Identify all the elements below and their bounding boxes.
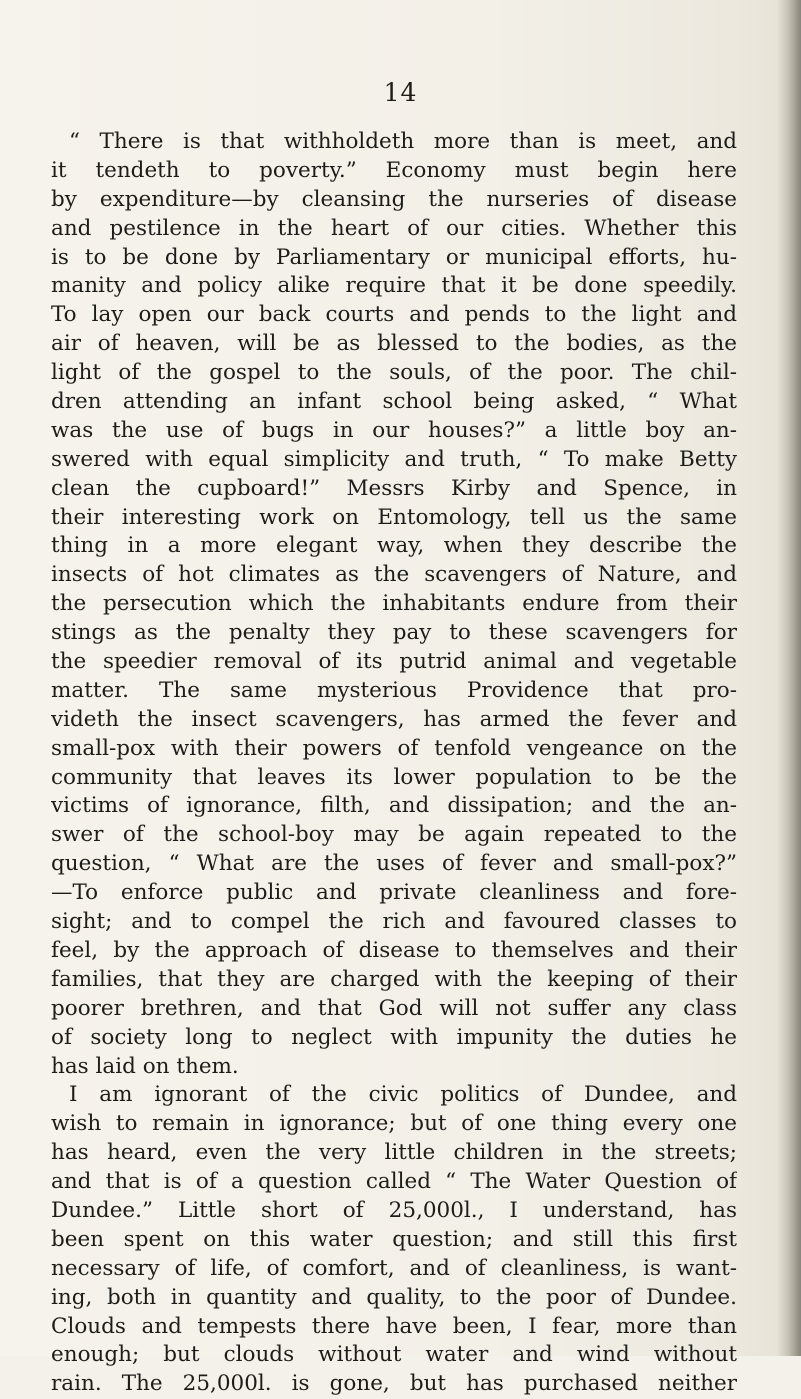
text-line: is to be done by Parliamentary or municipal efforts, hu- xyxy=(51,244,737,270)
page-number: 14 xyxy=(383,78,418,107)
text-line: has laid on them. xyxy=(51,1053,239,1079)
text-line: small-pox with their powers of tenfold vengeance on the xyxy=(51,735,737,761)
text-line: sight; and to compel the rich and favoured classes to xyxy=(51,909,737,935)
text-line: poorer brethren, and that God will not suffer any class xyxy=(51,995,737,1021)
body-text xyxy=(51,128,737,1399)
text-line: To lay open our back courts and pends to the light and xyxy=(51,302,737,328)
text-line: and pestilence in the heart of our cities. Whether this xyxy=(51,215,737,241)
text-line: necessary of life, of comfort, and of cleanliness, is want- xyxy=(51,1255,737,1281)
text-line: feel, by the approach of disease to themselves and their xyxy=(51,937,737,963)
text-line: thing in a more elegant way, when they describe the xyxy=(51,533,737,559)
text-line: manity and policy alike require that it be done speedily. xyxy=(51,273,737,299)
text-line: their interesting work on Entomology, tell us the same xyxy=(51,504,737,530)
text-line: I am ignorant of the civic politics of Dundee, and xyxy=(69,1082,737,1108)
text-line: swer of the school-boy may be again repeated to the xyxy=(51,822,737,848)
text-line: by expenditure—by cleansing the nurseries of disease xyxy=(51,186,737,212)
text-line: Clouds and tempests there have been, I fear, more than xyxy=(51,1313,737,1339)
text-line: was the use of bugs in our houses?” a little boy an- xyxy=(51,417,737,443)
text-line: question, “ What are the uses of fever and small-pox?” xyxy=(51,851,737,877)
text-line: light of the gospel to the souls, of the poor. The chil- xyxy=(51,360,737,386)
text-line: swered with equal simplicity and truth, “ To make Betty xyxy=(51,446,737,472)
text-line: videth the insect scavengers, has armed the fever and xyxy=(51,706,737,732)
text-line: rain. The 25,000l. is gone, but has purchased neither xyxy=(51,1371,737,1397)
text-line: and that is of a question called “ The Water Question of xyxy=(51,1169,737,1195)
text-line: air of heaven, will be as blessed to the bodies, as the xyxy=(51,331,737,357)
text-line: dren attending an infant school being asked, “ What xyxy=(51,389,737,415)
text-line: wish to remain in ignorance; but of one thing every one xyxy=(51,1111,737,1137)
text-line: Dundee.” Little short of 25,000l., I understand, has xyxy=(51,1197,737,1223)
text-line: clean the cupboard!” Messrs Kirby and Spence, in xyxy=(51,475,737,501)
text-line: community that leaves its lower population to be the xyxy=(51,764,737,790)
text-line: enough; but clouds without water and wind without xyxy=(51,1342,737,1368)
text-line: insects of hot climates as the scavengers of Nature, and xyxy=(51,562,737,588)
text-line: has heard, even the very little children in the streets; xyxy=(51,1140,737,1166)
text-line: ing, both in quantity and quality, to the poor of Dundee. xyxy=(51,1284,737,1310)
text-line: stings as the penalty they pay to these scavengers for xyxy=(51,620,737,646)
text-line: of society long to neglect with impunity the duties he xyxy=(51,1024,737,1050)
text-line: —To enforce public and private cleanliness and fore- xyxy=(51,880,737,906)
text-line: been spent on this water question; and still this first xyxy=(51,1226,737,1252)
text-line: families, that they are charged with the keeping of their xyxy=(51,966,737,992)
text-line: the persecution which the inhabitants endure from their xyxy=(51,591,737,617)
text-line: it tendeth to poverty.” Economy must begin here xyxy=(51,157,737,183)
text-line: the speedier removal of its putrid animal and vegetable xyxy=(51,649,737,675)
text-line: victims of ignorance, filth, and dissipation; and the an- xyxy=(51,793,737,819)
page-edge-shadow xyxy=(777,0,801,1356)
text-line: matter. The same mysterious Providence that pro- xyxy=(51,677,737,703)
text-line: “ There is that withholdeth more than is meet, and xyxy=(69,129,737,154)
